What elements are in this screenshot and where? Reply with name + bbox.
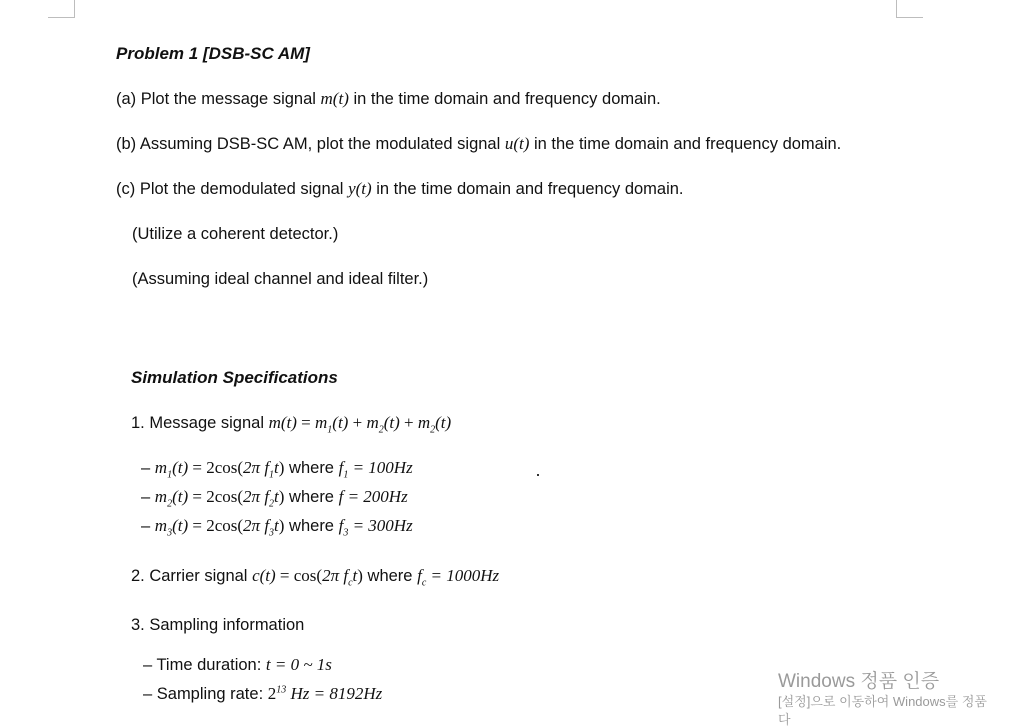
part-b [116,134,841,154]
m2-frequency-value: = 200Hz [347,487,408,506]
m1-frequency: $f_1 = 100Hz$ [338,458,413,481]
sampling-rate-label: – Sampling rate: [143,685,264,703]
m2-where: where [289,488,334,506]
spec-2-label: 2. Carrier signal [131,567,248,585]
spec-1-label: 1. Message signal [131,414,264,432]
part-c-prefix: (c) Plot the demodulated signal [116,180,344,198]
sampling-rate-value: = 8192Hz [313,684,383,703]
m2-frequency: f = 200Hz [338,487,408,506]
m1-dash: – [141,459,151,477]
page-corner-mark-left [48,0,75,18]
part-b-suffix: in the time domain and frequency domain. [534,135,842,153]
m3-equation: $m_3(t) = 2\cos(2\pi$ $f_3t$) [154,516,285,539]
m1-function: 2cos [206,458,238,477]
m1-where: where [289,459,334,477]
activation-watermark-subtitle: [설정]으로 이동하여 Windows를 정품 [778,694,987,709]
part-c-suffix: in the time domain and frequency domain. [376,180,684,198]
m3-frequency-value: = 300Hz [352,516,413,535]
m1-definition [141,458,413,481]
activation-watermark-subtitle-cont: 다 [778,712,791,727]
part-a [116,89,661,109]
m1-frequency-value: = 100Hz [352,458,413,477]
problem-title: Problem 1 [DSB-SC AM] [116,44,310,63]
m3-dash: – [141,517,151,535]
m1-equation: $m_1(t) = 2\cos(2\pi$ $f_1t$) [154,458,285,481]
m2-function: 2cos [206,487,238,506]
part-b-prefix: (b) Assuming DSB-SC AM, plot the modulated signal [116,135,501,153]
part-a-symbol: m(t) [320,89,349,108]
part-a-suffix: in the time domain and frequency domain. [353,90,661,108]
part-c-symbol: y(t) [348,179,372,198]
m2-definition [141,487,408,510]
time-duration-value: t = 0 ~ 1s [265,655,332,674]
spec-message-signal [131,413,452,436]
message-equation: $m(t) = m_1(t) + m_2(t) + m_2(t)$ [268,413,452,436]
m3-frequency: $f_3 = 300Hz$ [338,516,413,539]
stray-dot [537,474,539,476]
m2-equation: $m_2(t) = 2\cos(2\pi$ $f_2t$) [154,487,285,510]
time-duration-label: – Time duration: [143,656,262,674]
sampling-rate [143,684,382,704]
carrier-frequency-value: = 1000Hz [430,566,500,585]
m3-where: where [289,517,334,535]
note-ideal-channel: (Assuming ideal channel and ideal filter.) [132,270,429,288]
m3-definition [141,516,413,539]
sampling-rate-equation: $2^{13}$ Hz = 8192Hz [267,684,383,703]
activation-watermark-title: Windows 정품 인증 [778,671,940,692]
carrier-frequency: $f_c = 1000Hz$ [417,566,500,589]
part-b-symbol: u(t) [504,134,530,153]
note-coherent-detector: (Utilize a coherent detector.) [132,225,339,243]
m2-dash: – [141,488,151,506]
page-corner-mark-right [896,0,923,18]
spec-carrier-signal [131,566,500,589]
spec-sampling-info: 3. Sampling information [131,616,305,634]
part-a-prefix: (a) Plot the message signal [116,90,316,108]
carrier-equation: c(t) = cos(2π $f_ct$) [252,566,363,589]
specs-title: Simulation Specifications [131,368,338,387]
carrier-where: where [367,567,413,585]
m3-function: 2cos [206,516,238,535]
time-duration [143,655,332,675]
part-c [116,179,684,199]
